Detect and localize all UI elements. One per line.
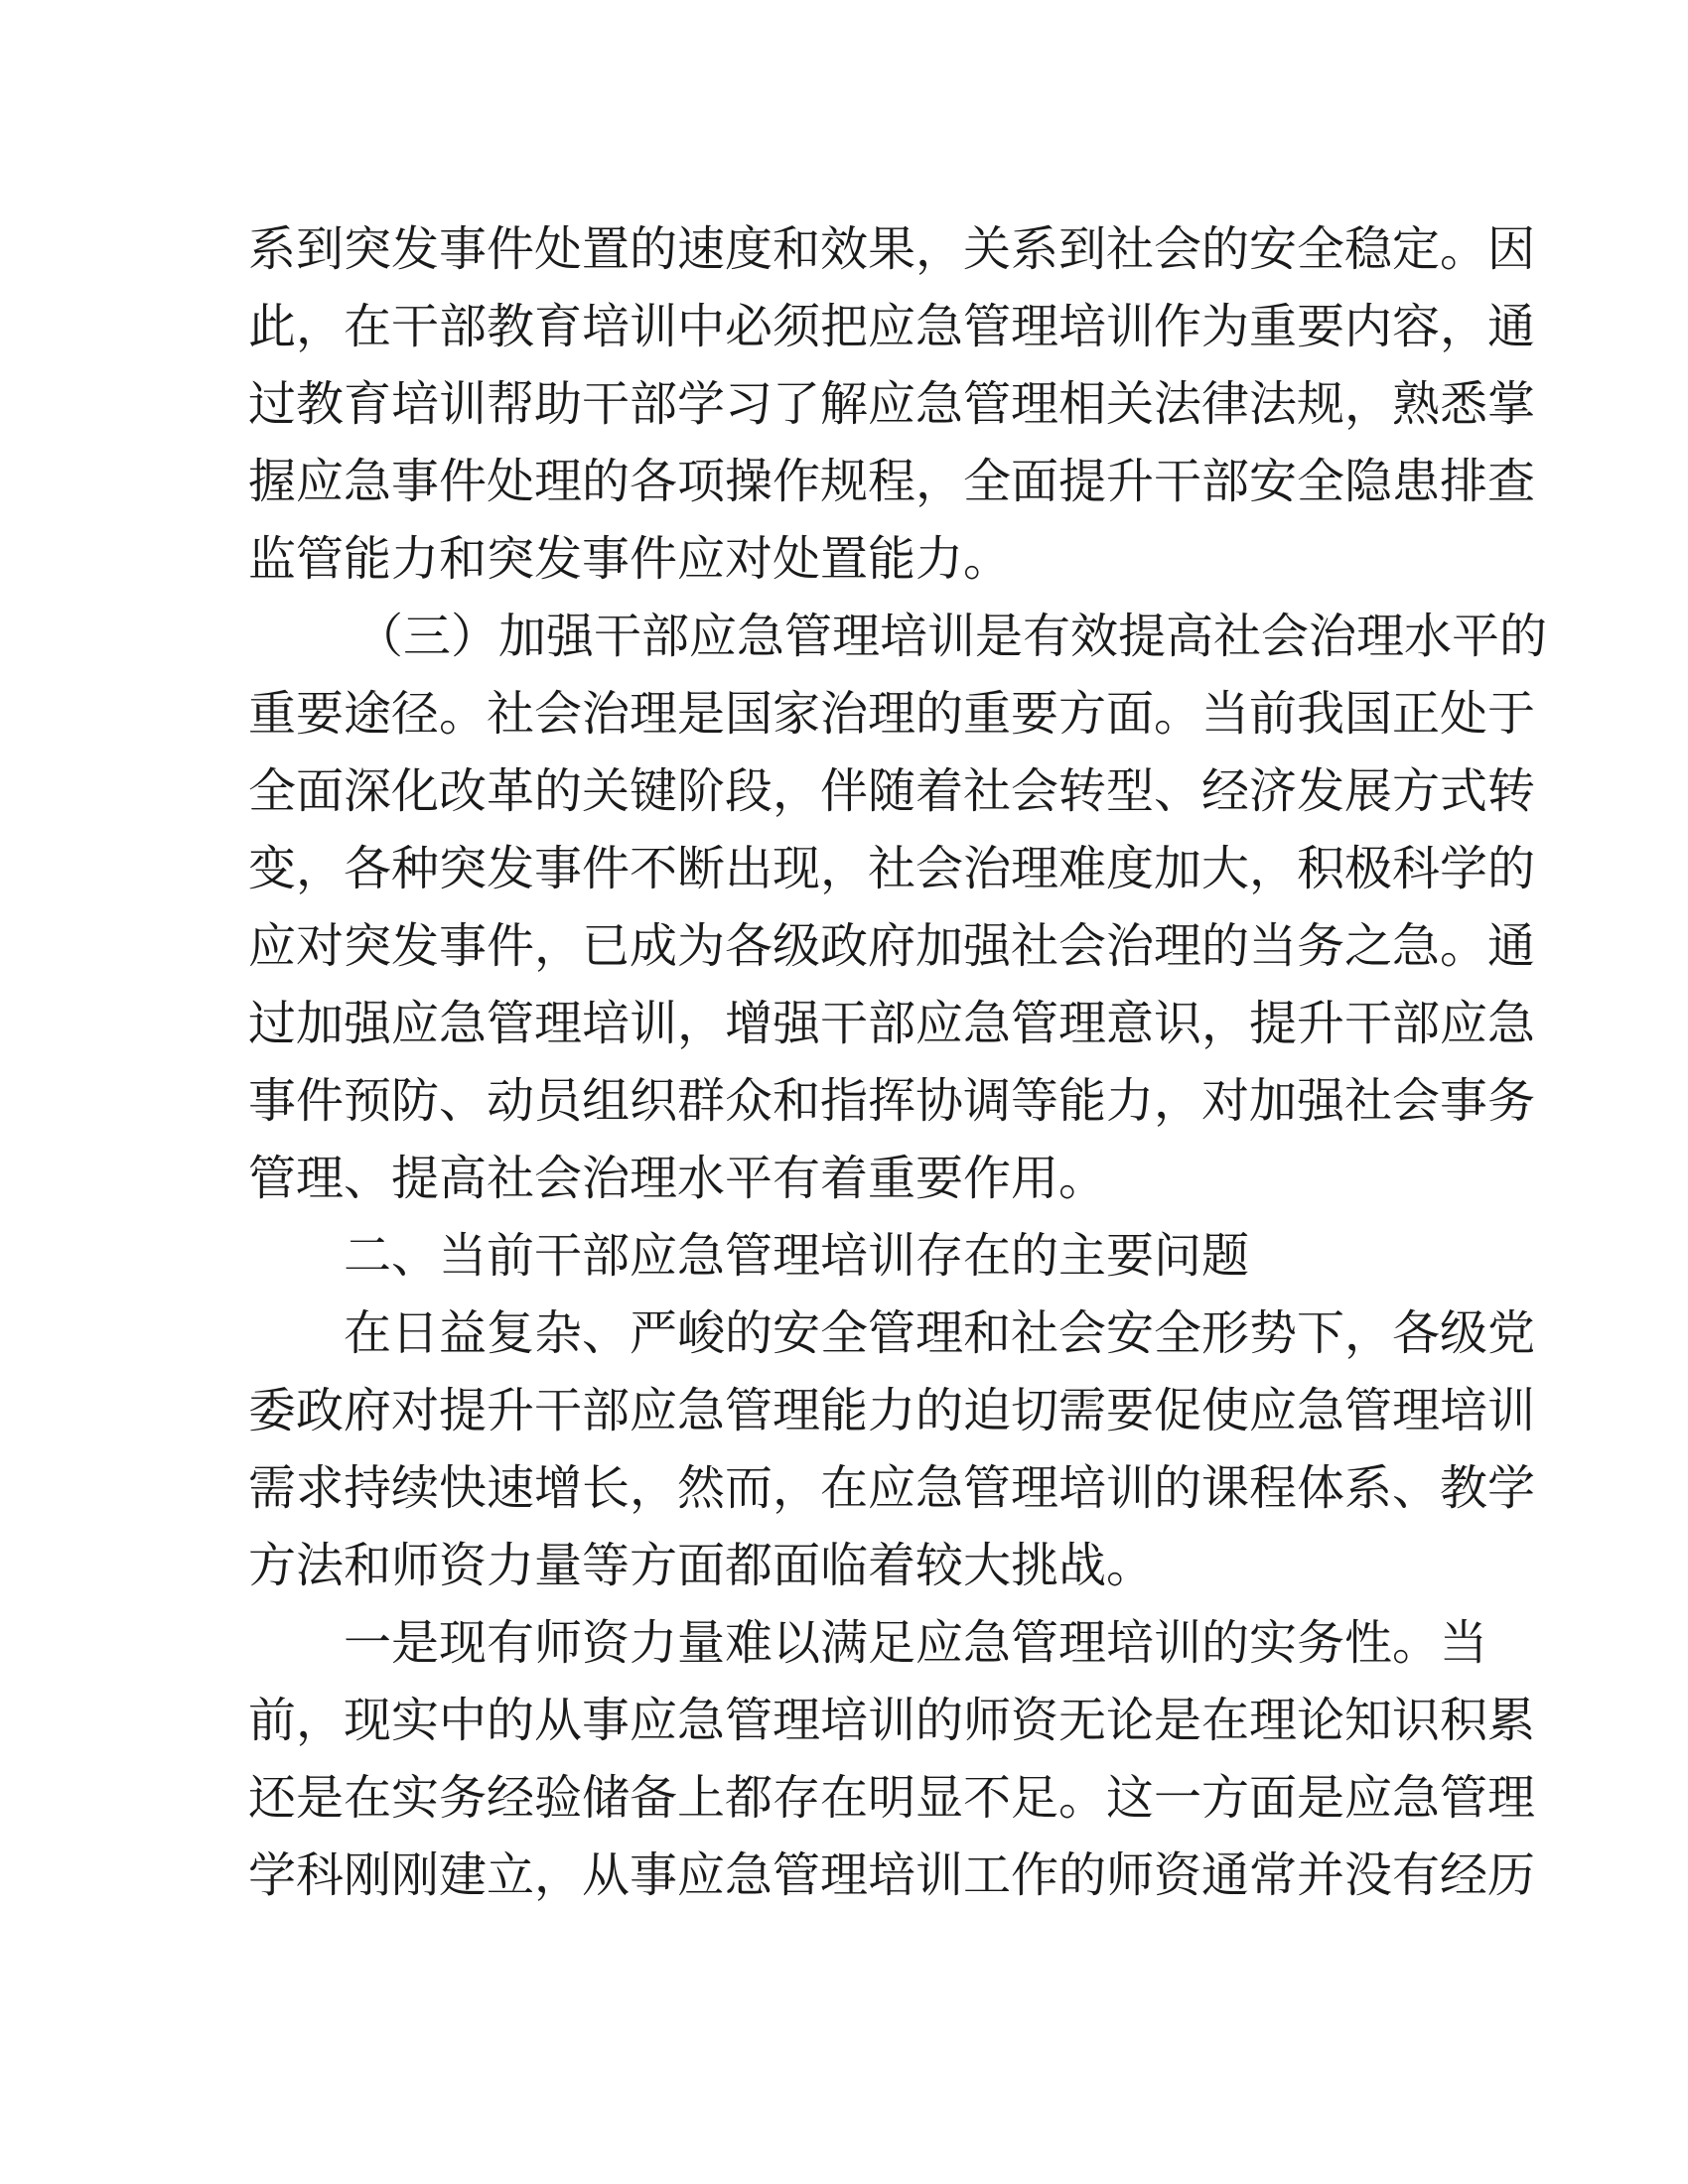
heading-line: 二、当前干部应急管理培训存在的主要问题 (344, 1228, 1250, 1284)
text-line: 全面深化改革的关键阶段，伴随着社会转型、经济发展方式转 (248, 763, 1536, 819)
paragraph-4 (248, 1604, 1536, 1914)
text-line: 监管能力和突发事件应对处置能力。 (248, 531, 1012, 587)
text-line: 委政府对提升干部应急管理能力的迫切需要促使应急管理培训 (248, 1383, 1536, 1438)
section-heading (248, 1217, 1440, 1295)
text-line: 需求持续快速增长，然而，在应急管理培训的课程体系、教学 (248, 1460, 1536, 1516)
document-body (248, 210, 1548, 1914)
text-line: 在日益复杂、严峻的安全管理和社会安全形势下，各级党 (344, 1305, 1536, 1361)
paragraph-1 (248, 210, 1536, 598)
text-line: 重要途径。社会治理是国家治理的重要方面。当前我国正处于 (248, 686, 1536, 742)
paragraph-3 (248, 1295, 1536, 1604)
text-line: 过加强应急管理培训，增强干部应急管理意识，提升干部应急 (248, 996, 1536, 1051)
text-line: 管理、提高社会治理水平有着重要作用。 (248, 1151, 1107, 1206)
text-line: 方法和师资力量等方面都面临着较大挑战。 (248, 1538, 1155, 1593)
text-line: 一是现有师资力量难以满足应急管理培训的实务性。当 (344, 1615, 1488, 1671)
text-line: （三）加强干部应急管理培训是有效提高社会治理水平的 (355, 609, 1548, 664)
text-line: 系到突发事件处置的速度和效果，关系到社会的安全稳定。因 (248, 221, 1536, 277)
text-line: 还是在实务经验储备上都存在明显不足。这一方面是应急管理 (248, 1770, 1536, 1826)
text-line: 变，各种突发事件不断出现，社会治理难度加大，积极科学的 (248, 841, 1536, 896)
text-line: 此，在干部教育培训中必须把应急管理培训作为重要内容，通 (248, 299, 1536, 354)
text-line: 前，现实中的从事应急管理培训的师资无论是在理论知识积累 (248, 1693, 1536, 1748)
text-line: 学科刚刚建立，从事应急管理培训工作的师资通常并没有经历 (248, 1847, 1536, 1903)
text-line: 过教育培训帮助干部学习了解应急管理相关法律法规，熟悉掌 (248, 376, 1536, 432)
text-line: 握应急事件处理的各项操作规程，全面提升干部安全隐患排查 (248, 454, 1536, 509)
text-line: 应对突发事件，已成为各级政府加强社会治理的当务之急。通 (248, 918, 1536, 974)
text-line: 事件预防、动员组织群众和指挥协调等能力，对加强社会事务 (248, 1073, 1536, 1129)
paragraph-2 (248, 598, 1548, 1217)
